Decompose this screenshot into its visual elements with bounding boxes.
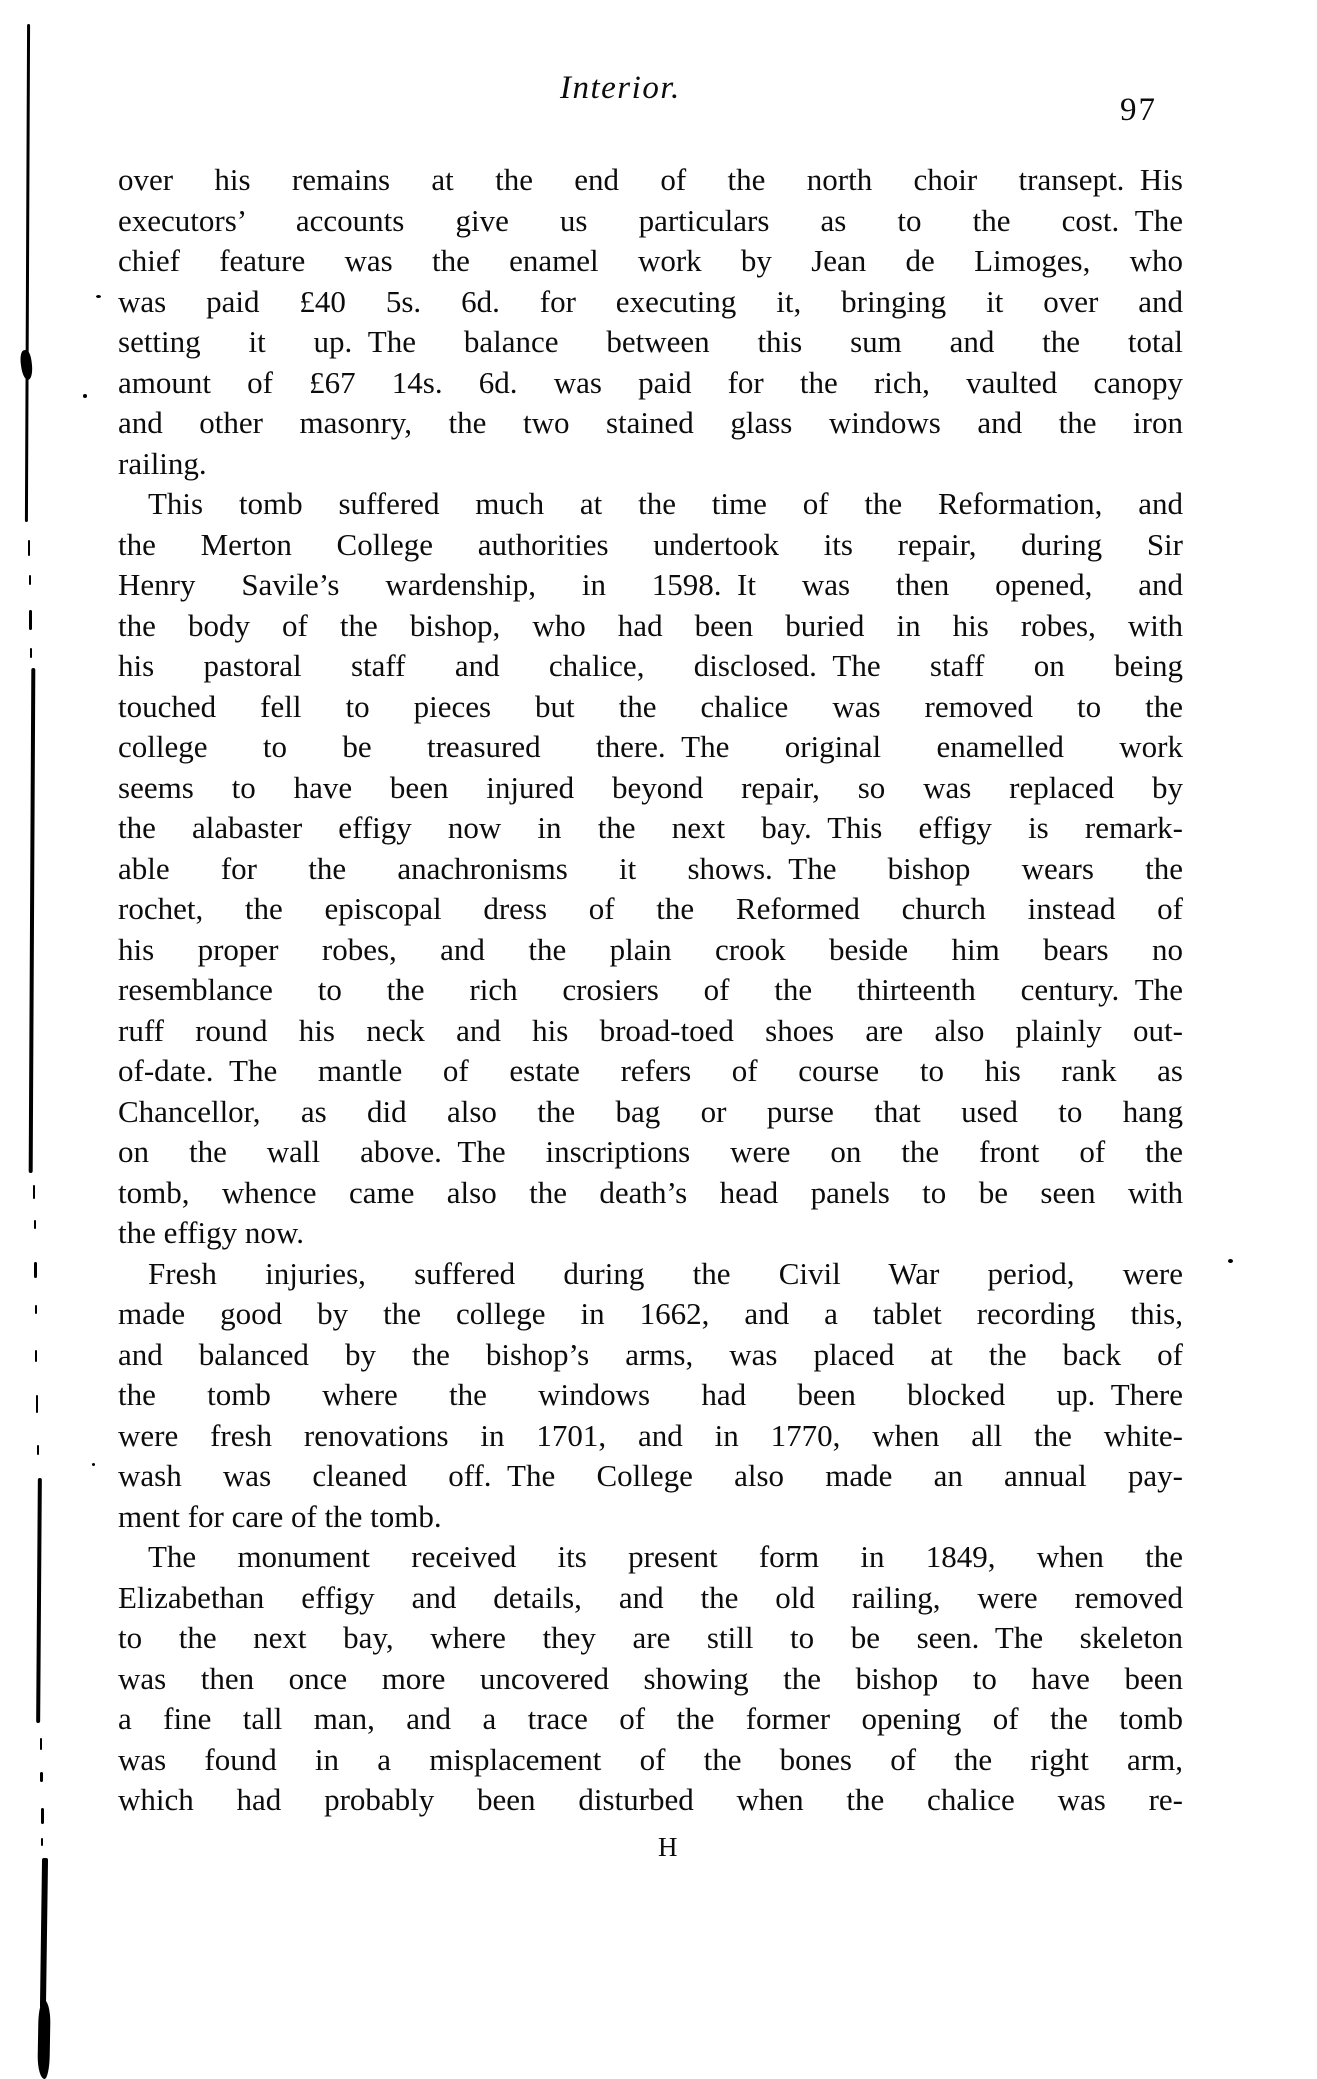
- text-line: were fresh renovations in 1701, and in 1770, when all the white-: [118, 1417, 1183, 1453]
- text-line: which had probably been disturbed when the chalice was re-: [118, 1782, 1183, 1817]
- text-line: touched fell to pieces but the chalice was removed to the: [118, 688, 1183, 724]
- text-line: resemblance to the rich crosiers of the thirteenth century. The: [118, 972, 1183, 1007]
- text-line: the tomb where the windows had been blocked up. There: [118, 1377, 1183, 1412]
- scan-artifact-dot: [41, 1838, 43, 1846]
- text-line: setting it up. The balance between this sum and the total: [118, 324, 1183, 359]
- scan-artifact-dot: [34, 1262, 37, 1278]
- text-line: ment for care of the tomb.: [118, 1498, 442, 1534]
- text-line: on the wall above. The inscriptions were on the front of the: [118, 1134, 1183, 1169]
- text-line: Fresh injuries, suffered during the Civil War period, were: [148, 1255, 1183, 1291]
- text-line: was then once more uncovered showing the bishop to have been: [118, 1660, 1183, 1696]
- text-line: the alabaster effigy now in the next bay. This effigy is remark-: [118, 810, 1183, 845]
- text-line: able for the anachronisms it shows. The bishop wears the: [118, 850, 1183, 886]
- text-line: college to be treasured there. The original enamelled work: [118, 729, 1183, 764]
- text-line: rochet, the episcopal dress of the Reformed church instead of: [118, 891, 1183, 926]
- text-line: his proper robes, and the plain crook beside him bears no: [118, 931, 1183, 967]
- paragraph: [118, 1537, 1183, 1821]
- scan-artifact-line: [40, 1858, 48, 2008]
- text-line: over his remains at the end of the north choir transept. His: [118, 162, 1183, 197]
- paragraph: [118, 1254, 1183, 1538]
- running-header-title: Interior.: [560, 70, 681, 106]
- text-line: the body of the bishop, who had been buried in his robes, with: [118, 607, 1183, 643]
- scan-artifact-speck: [92, 1463, 95, 1466]
- text-line: of-date. The mantle of estate refers of course to his rank as: [118, 1053, 1183, 1088]
- text-line: The monument received its present form in 1849, when the: [148, 1539, 1183, 1574]
- text-line: to the next bay, where they are still to be seen. The skeleton: [118, 1620, 1183, 1655]
- scan-artifact-speck: [96, 295, 101, 298]
- text-line: amount of £67 14s. 6d. was paid for the rich, vaulted canopy: [118, 364, 1183, 400]
- text-line: his pastoral staff and chalice, disclosed. The staff on being: [118, 648, 1183, 683]
- text-line: wash was cleaned off. The College also made an annual pay-: [118, 1458, 1183, 1493]
- text-line: Elizabethan effigy and details, and the old railing, were removed: [118, 1579, 1183, 1615]
- scan-artifact-dot: [34, 1220, 36, 1229]
- scan-artifact-line: [36, 1478, 42, 1723]
- scan-artifact-dot: [30, 648, 32, 658]
- text-line: ruff round his neck and his broad-toed shoes are also plainly out-: [118, 1012, 1183, 1048]
- scan-artifact-dot: [29, 575, 31, 585]
- text-line: railing.: [118, 445, 207, 481]
- scan-artifact-line: [29, 668, 36, 1173]
- text-line: made good by the college in 1662, and a tablet recording this,: [118, 1296, 1183, 1331]
- text-line: Chancellor, as did also the bag or purse that used to hang: [118, 1093, 1183, 1129]
- text-line: the effigy now.: [118, 1215, 304, 1250]
- scan-artifact-line: [25, 24, 30, 522]
- paragraph: [118, 160, 1183, 484]
- scan-artifact-dot: [40, 1738, 42, 1750]
- page-number: 97: [1120, 92, 1157, 128]
- text-line: seems to have been injured beyond repair, so was replaced by: [118, 769, 1183, 805]
- signature-mark: H: [658, 1832, 679, 1862]
- scan-artifact-dot: [35, 1305, 37, 1314]
- paragraph: [118, 484, 1183, 1254]
- scan-artifact-dot: [29, 610, 32, 630]
- text-line: and balanced by the bishop’s arms, was placed at the back of: [118, 1336, 1183, 1372]
- text-line: chief feature was the enamel work by Jean de Limoges, who: [118, 243, 1183, 278]
- scan-artifact-dot: [40, 1772, 43, 1782]
- text-line: Henry Savile’s wardenship, in 1598. It was then opened, and: [118, 567, 1183, 602]
- text-line: was paid £40 5s. 6d. for executing it, bringing it over and: [118, 283, 1183, 319]
- scan-artifact-dot: [41, 1808, 44, 1824]
- scan-artifact-dot: [35, 1350, 37, 1362]
- text-line: This tomb suffered much at the time of the Reformation, and: [148, 486, 1183, 521]
- scan-artifact-blob: [37, 2000, 50, 2079]
- text-line: tomb, whence came also the death’s head panels to be seen with: [118, 1174, 1183, 1210]
- scan-artifact-dot: [33, 1185, 35, 1199]
- text-line: and other masonry, the two stained glass windows and the iron: [118, 405, 1183, 440]
- scan-artifact-dot: [37, 1445, 39, 1455]
- text-line: executors’ accounts give us particulars as to the cost. The: [118, 202, 1183, 238]
- scan-artifact-blob: [19, 349, 34, 380]
- body-text: [118, 160, 1183, 1821]
- scan-artifact-dot: [36, 1395, 38, 1413]
- text-line: a fine tall man, and a trace of the former opening of the tomb: [118, 1701, 1183, 1736]
- scan-artifact-dot: [28, 540, 30, 556]
- text-line: the Merton College authorities undertook its repair, during Sir: [118, 526, 1183, 562]
- text-line: was found in a misplacement of the bones of the right arm,: [118, 1741, 1183, 1777]
- scan-artifact-speck: [83, 394, 87, 398]
- scan-artifact-speck: [1228, 1259, 1233, 1263]
